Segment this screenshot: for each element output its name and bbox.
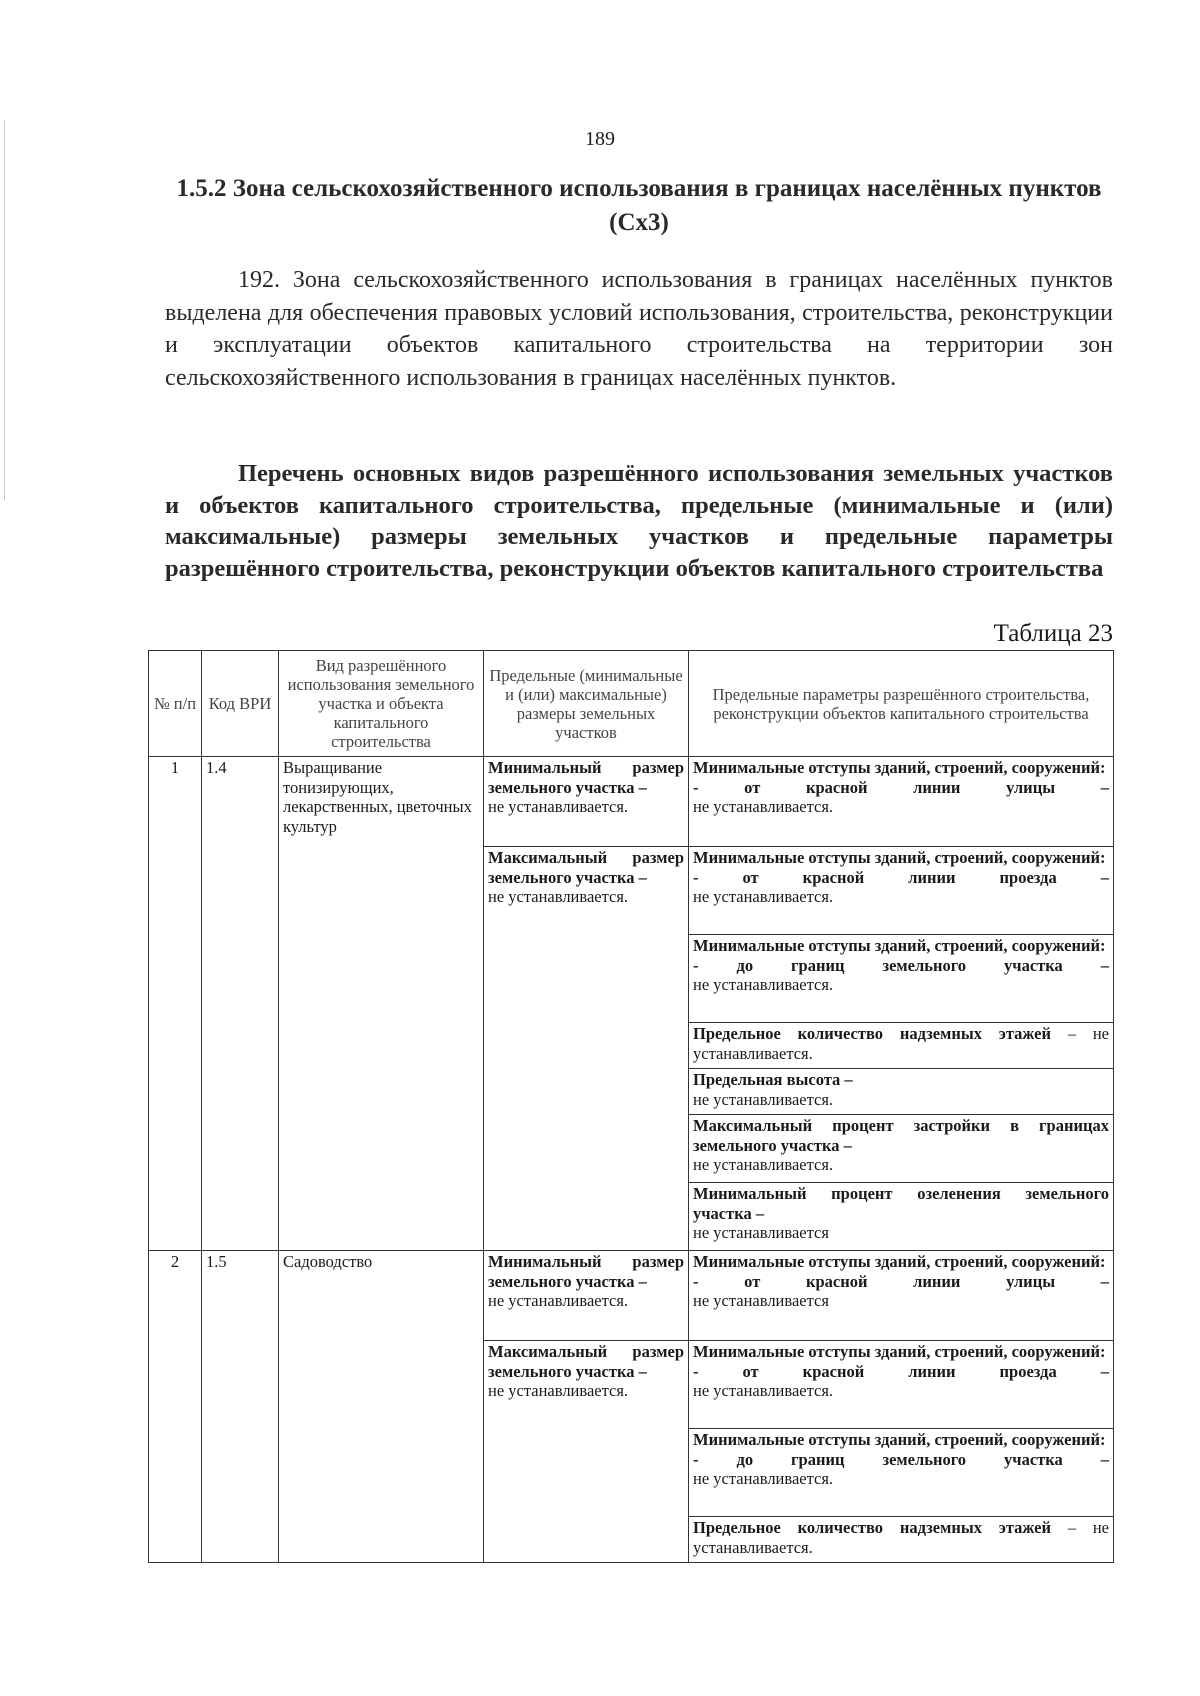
row-code: 1.4 xyxy=(202,757,279,1251)
header-use-type: Вид разрешённого использования земельного участка и объекта капитального строительства xyxy=(279,651,484,757)
param-title: Минимальные отступы зданий, строений, сооружений: xyxy=(693,758,1106,777)
row-number: 1 xyxy=(149,757,202,1251)
param-title: Минимальные отступы зданий, строений, сооружений: xyxy=(693,1252,1106,1271)
param-cell xyxy=(689,757,1114,847)
page-number: 189 xyxy=(585,128,615,150)
param-cell xyxy=(689,1023,1114,1069)
param-value: – не устанавливается. xyxy=(693,1518,1110,1557)
param-title: Минимальные отступы зданий, строений, сооружений: xyxy=(693,848,1106,867)
row-use-type: Садоводство xyxy=(279,1251,484,1563)
size-cell xyxy=(484,847,689,1251)
param-value: не устанавливается. xyxy=(693,1469,834,1488)
size-title: Максимальный размер земельного участка – xyxy=(488,848,684,887)
row-code: 1.5 xyxy=(202,1251,279,1563)
param-cell xyxy=(689,1341,1114,1429)
body-paragraph: 192. Зона сельскохозяйственного использования в границах населённых пунктов выделена для обеспечения правовых условий использования, строительства, реконструкции и эксплуатации объектов капитального строительства на территории зон сельскохозяйственного использования в границах населённых пунктов. xyxy=(165,267,1113,391)
param-value: не устанавливается. xyxy=(693,797,834,816)
param-title: Минимальный процент озеленения земельного участка – xyxy=(693,1184,1109,1223)
param-value: не устанавливается xyxy=(693,1291,829,1310)
size-title: Минимальный размер земельного участка – xyxy=(488,1252,684,1291)
header-num: № п/п xyxy=(149,651,202,757)
param-line: - от красной линии улицы – xyxy=(693,1271,1109,1291)
param-cell xyxy=(689,1251,1114,1341)
table-row xyxy=(149,1251,1114,1341)
param-line: - от красной линии проезда – xyxy=(693,1361,1109,1381)
param-cell xyxy=(689,1517,1114,1563)
size-title: Минимальный размер земельного участка – xyxy=(488,758,684,797)
table-header-row xyxy=(149,651,1114,757)
param-value: не устанавливается. xyxy=(693,1089,834,1109)
param-title: Максимальный процент застройки в границах земельного участка – xyxy=(693,1116,1109,1155)
param-value: – не устанавливается. xyxy=(693,1024,1110,1063)
list-title: Перечень основных видов разрешённого использования земельных участков и объектов капитального строительства, предельные (минимальные и (или) максимальные) размеры земельных участков и предельные параметры разрешённого строительства, реконструкции объектов капитального строительства xyxy=(165,460,1113,582)
size-value: не устанавливается. xyxy=(488,1381,629,1400)
param-cell xyxy=(689,1069,1114,1115)
row-number: 2 xyxy=(149,1251,202,1563)
row-use-type: Выращивание тонизирующих, лекарственных, цветочных культур xyxy=(279,757,484,1251)
table-caption: Таблица 23 xyxy=(993,620,1113,647)
size-cell xyxy=(484,757,689,847)
size-value: не устанавливается. xyxy=(488,887,629,906)
param-value: не устанавливается. xyxy=(693,1155,834,1174)
param-value: не устанавливается. xyxy=(693,1381,834,1400)
size-value: не устанавливается. xyxy=(488,1291,629,1310)
param-value: не устанавливается xyxy=(693,1223,829,1242)
param-cell xyxy=(689,1429,1114,1517)
param-cell xyxy=(689,847,1114,935)
param-title: Минимальные отступы зданий, строений, сооружений: xyxy=(693,1342,1106,1361)
param-title: Предельное количество надземных этажей xyxy=(693,1518,1052,1537)
param-value: не устанавливается. xyxy=(693,887,834,906)
param-cell xyxy=(689,1115,1114,1183)
param-value: не устанавливается. xyxy=(693,975,834,994)
header-code: Код ВРИ xyxy=(202,651,279,757)
param-title: Минимальные отступы зданий, строений, сооружений: xyxy=(693,1430,1106,1449)
param-title: Предельная высота – xyxy=(693,1070,853,1089)
size-value: не устанавливается. xyxy=(488,797,629,816)
size-cell xyxy=(484,1341,689,1563)
regulations-table xyxy=(148,650,1114,1563)
section-heading: 1.5.2 Зона сельскохозяйственного использования в границах населённых пунктов (Сх3) xyxy=(176,175,1102,236)
header-sizes: Предельные (минимальные и (или) максимальные) размеры земельных участков xyxy=(484,651,689,757)
table-row xyxy=(149,757,1114,847)
param-cell xyxy=(689,1183,1114,1251)
param-line: - от красной линии проезда – xyxy=(693,867,1109,887)
param-line: - от красной линии улицы – xyxy=(693,777,1109,797)
scan-edge-mark xyxy=(4,120,5,500)
param-title: Минимальные отступы зданий, строений, сооружений: xyxy=(693,936,1106,955)
header-params: Предельные параметры разрешённого строительства, реконструкции объектов капитального строительства xyxy=(689,651,1114,757)
size-cell xyxy=(484,1251,689,1341)
size-title: Максимальный размер земельного участка – xyxy=(488,1342,684,1381)
param-line: - до границ земельного участка – xyxy=(693,1449,1109,1469)
param-line: - до границ земельного участка – xyxy=(693,955,1109,975)
param-title: Предельное количество надземных этажей xyxy=(693,1024,1052,1043)
param-cell xyxy=(689,935,1114,1023)
